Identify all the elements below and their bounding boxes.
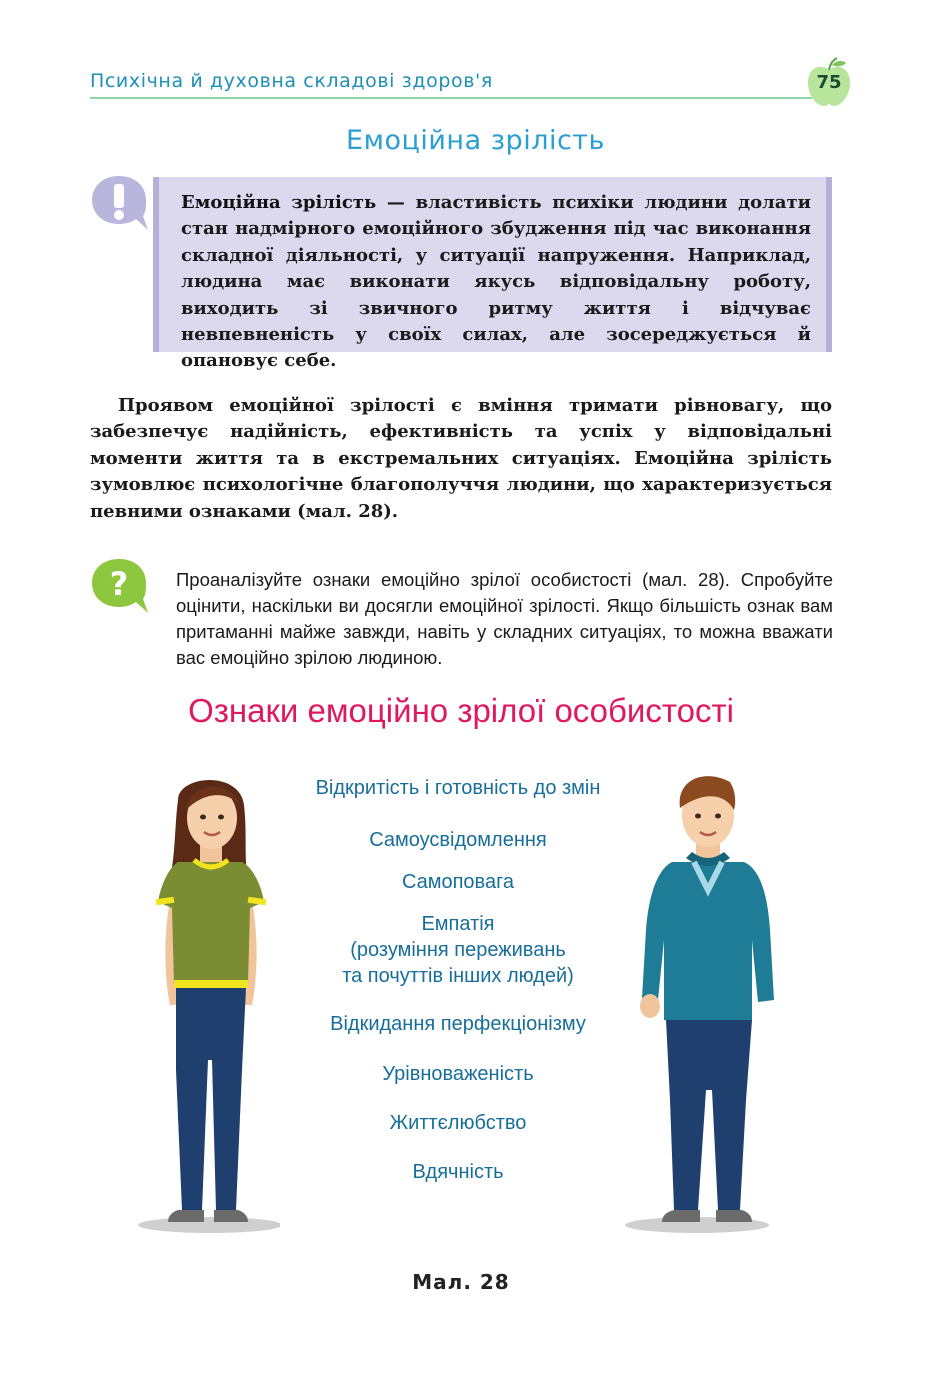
question-icon xyxy=(88,555,150,617)
definition-body: — властивість психіки людини долати стан надмірного емоційного збудження під час виконання складної діяльності, у ситуації напруження. Наприклад, людина має виконати якусь відповідальну роботу, виходить зі звичного ритму життя і відчуває невпевненість у своїх силах, але зосереджується й опановує себе. xyxy=(181,192,811,372)
trait-balance: Урівноваженість xyxy=(382,1063,534,1085)
svg-text:?: ? xyxy=(109,565,129,603)
exclamation-icon xyxy=(88,172,150,234)
main-paragraph: Проявом емоційної зрілості є вміння тримати рівновагу, що забезпечує надійність, ефективність та успіх у відповідальні моменти життя та в екстремальних ситуаціях. Емоційна зрілість зумовлює психологічне благополуччя людини, що характеризується певними ознаками (мал. 28). xyxy=(90,395,832,522)
trait-rejecting-perfectionism: Відкидання перфекціонізму xyxy=(330,1013,586,1035)
definition-term: Емоційна зрілість xyxy=(181,192,377,213)
header-divider xyxy=(90,97,812,99)
trait-empathy: Емпатія xyxy=(421,913,495,935)
trait-empathy-note-1: (розуміння переживань xyxy=(350,939,566,961)
trait-self-respect: Самоповага xyxy=(401,871,515,893)
trait-openness: Відкритість і готовність до змін xyxy=(315,777,601,799)
page-number: 75 xyxy=(816,72,842,93)
trait-love-of-life: Життєлюбство xyxy=(389,1112,527,1134)
woman-illustration xyxy=(130,770,280,1240)
trait-empathy-note-2: та почуттів інших людей) xyxy=(342,965,574,987)
question-text: Проаналізуйте ознаки емоційно зрілої особистості (мал. 28). Спробуйте оцінити, наскільки ви досягли емоційної зрілості. Якщо більшість ознак вам притаманні майже завжди, навіть у складних ситуаціях, то можна вважати вас емоційно зрілою людиною. xyxy=(176,569,833,668)
trait-gratitude: Вдячність xyxy=(412,1161,504,1183)
running-header-title: Психічна й духовна складові здоров'я xyxy=(90,70,493,92)
figure-title: Ознаки емоційно зрілої особистості xyxy=(188,692,734,729)
figure-caption: Мал. 28 xyxy=(412,1270,510,1294)
definition-text xyxy=(181,190,811,375)
man-illustration xyxy=(612,770,782,1240)
section-title: Емоційна зрілість xyxy=(346,125,605,156)
trait-self-awareness: Самоусвідомлення xyxy=(369,829,547,851)
